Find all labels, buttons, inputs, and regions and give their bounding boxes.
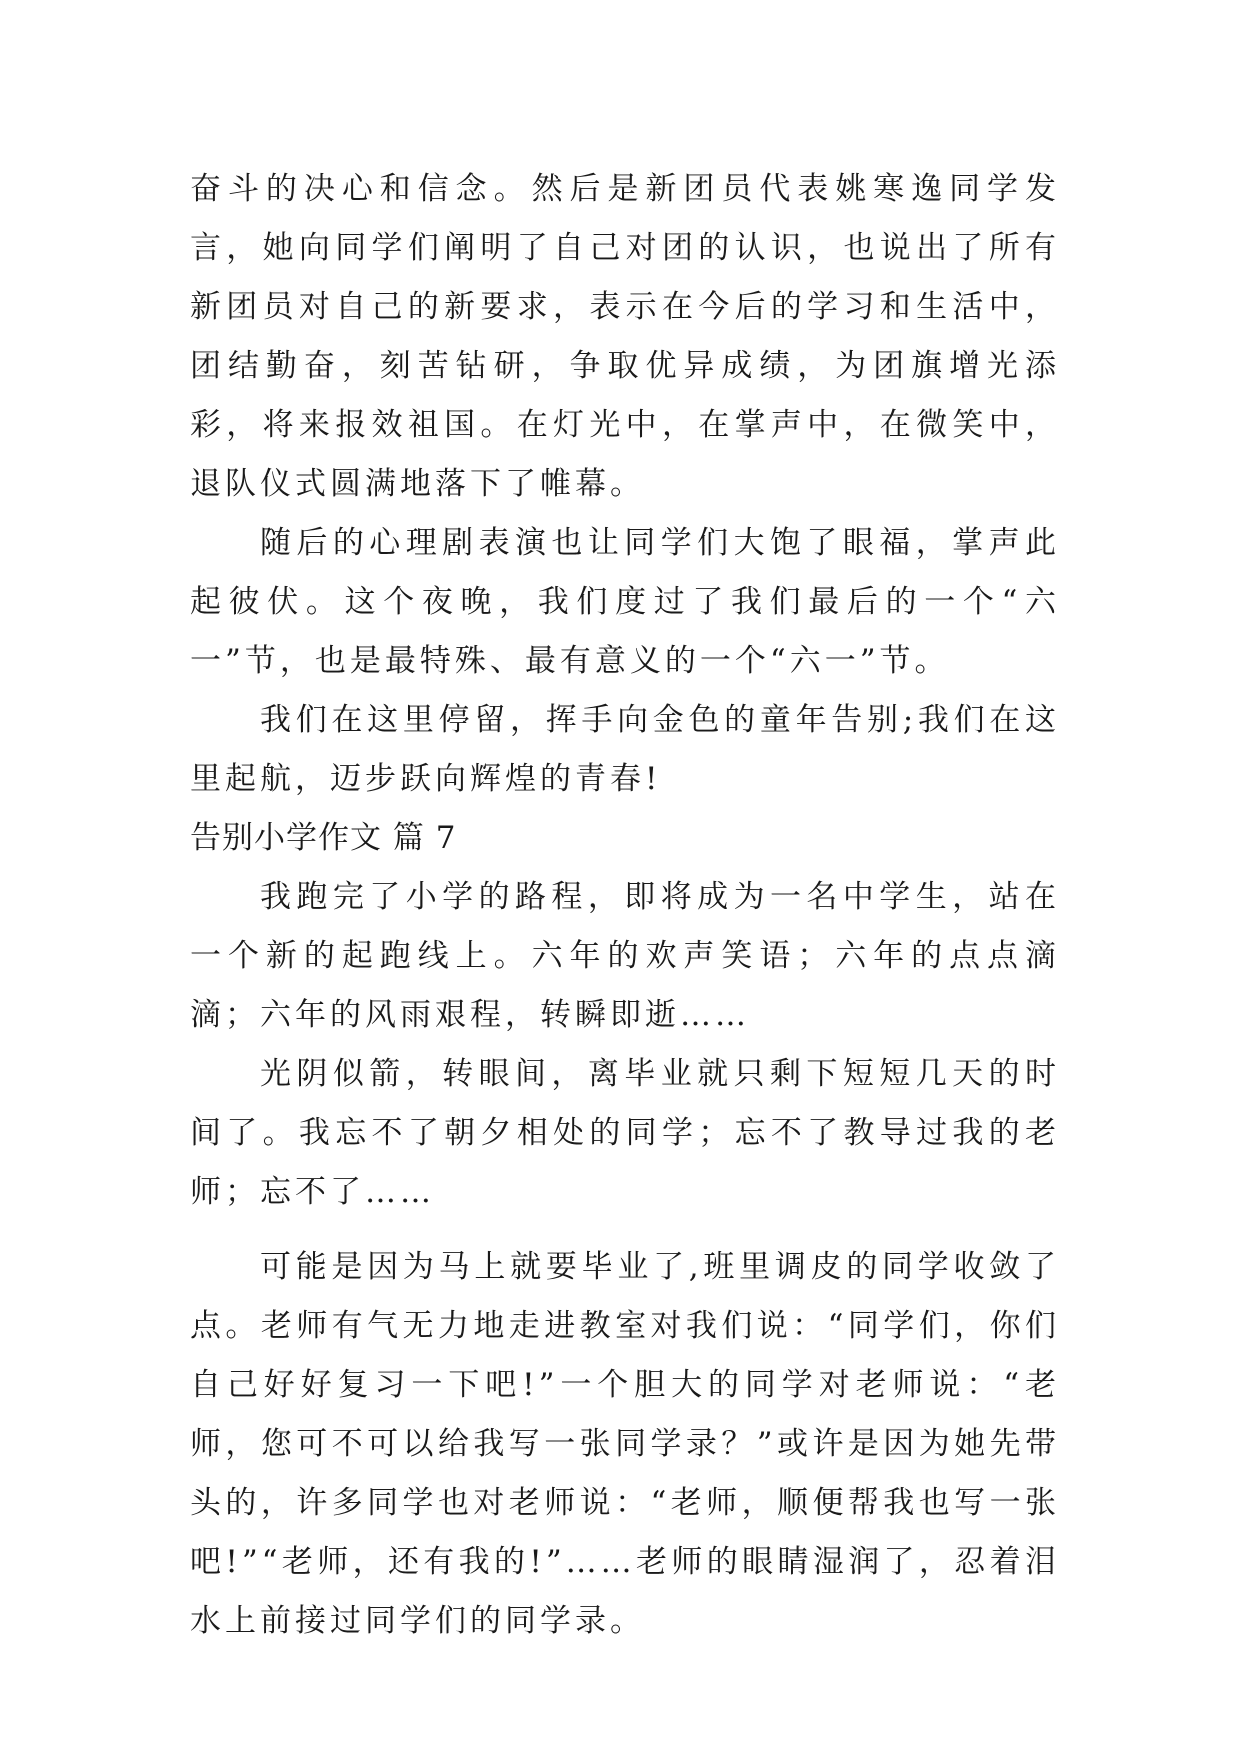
paragraph-finish-line: 我跑完了小学的路程，即将成为一名中学生，站在一个新的起跑线上。六年的欢声笑语；六年的点点滴滴；六年的风雨艰程，转瞬即逝…… [190, 879, 1060, 1033]
paragraph-time-flies: 光阴似箭，转眼间，离毕业就只剩下短短几天的时间了。我忘不了朝夕相处的同学；忘不了教导过我的老师；忘不了…… [190, 1056, 1060, 1210]
paragraph-classmate-book: 可能是因为马上就要毕业了,班里调皮的同学收敛了点。老师有气无力地走进教室对我们说：“同学们，你们自己好好复习一下吧!”一个胆大的同学对老师说：“老师，您可不可以给我写一张同学录？”或许是因为她先带头的，许多同学也对老师说：“老师，顺便帮我也写一张吧!”“老师，还有我的!”……老师的眼睛湿润了，忍着泪水上前接过同学们的同学录。 [190, 1249, 1060, 1639]
paragraph-psychodrama: 随后的心理剧表演也让同学们大饱了眼福，掌声此起彼伏。这个夜晚，我们度过了我们最后的一个“六一”节，也是最特殊、最有意义的一个“六一”节。 [190, 525, 1060, 679]
paragraph-continuation: 奋斗的决心和信念。然后是新团员代表姚寒逸同学发言，她向同学们阐明了自己对团的认识，也说出了所有新团员对自己的新要求，表示在今后的学习和生活中，团结勤奋，刻苦钻研，争取优异成绩，为团旗增光添彩，将来报效祖国。在灯光中，在掌声中，在微笑中，退队仪式圆满地落下了帷幕。 [190, 171, 1060, 502]
paragraph-gap [190, 1222, 1060, 1238]
section-heading: 告别小学作文 篇 7 [190, 820, 457, 856]
document-page [190, 160, 1060, 1651]
paragraph-farewell: 我们在这里停留，挥手向金色的童年告别;我们在这里起航，迈步跃向辉煌的青春! [190, 702, 1060, 797]
